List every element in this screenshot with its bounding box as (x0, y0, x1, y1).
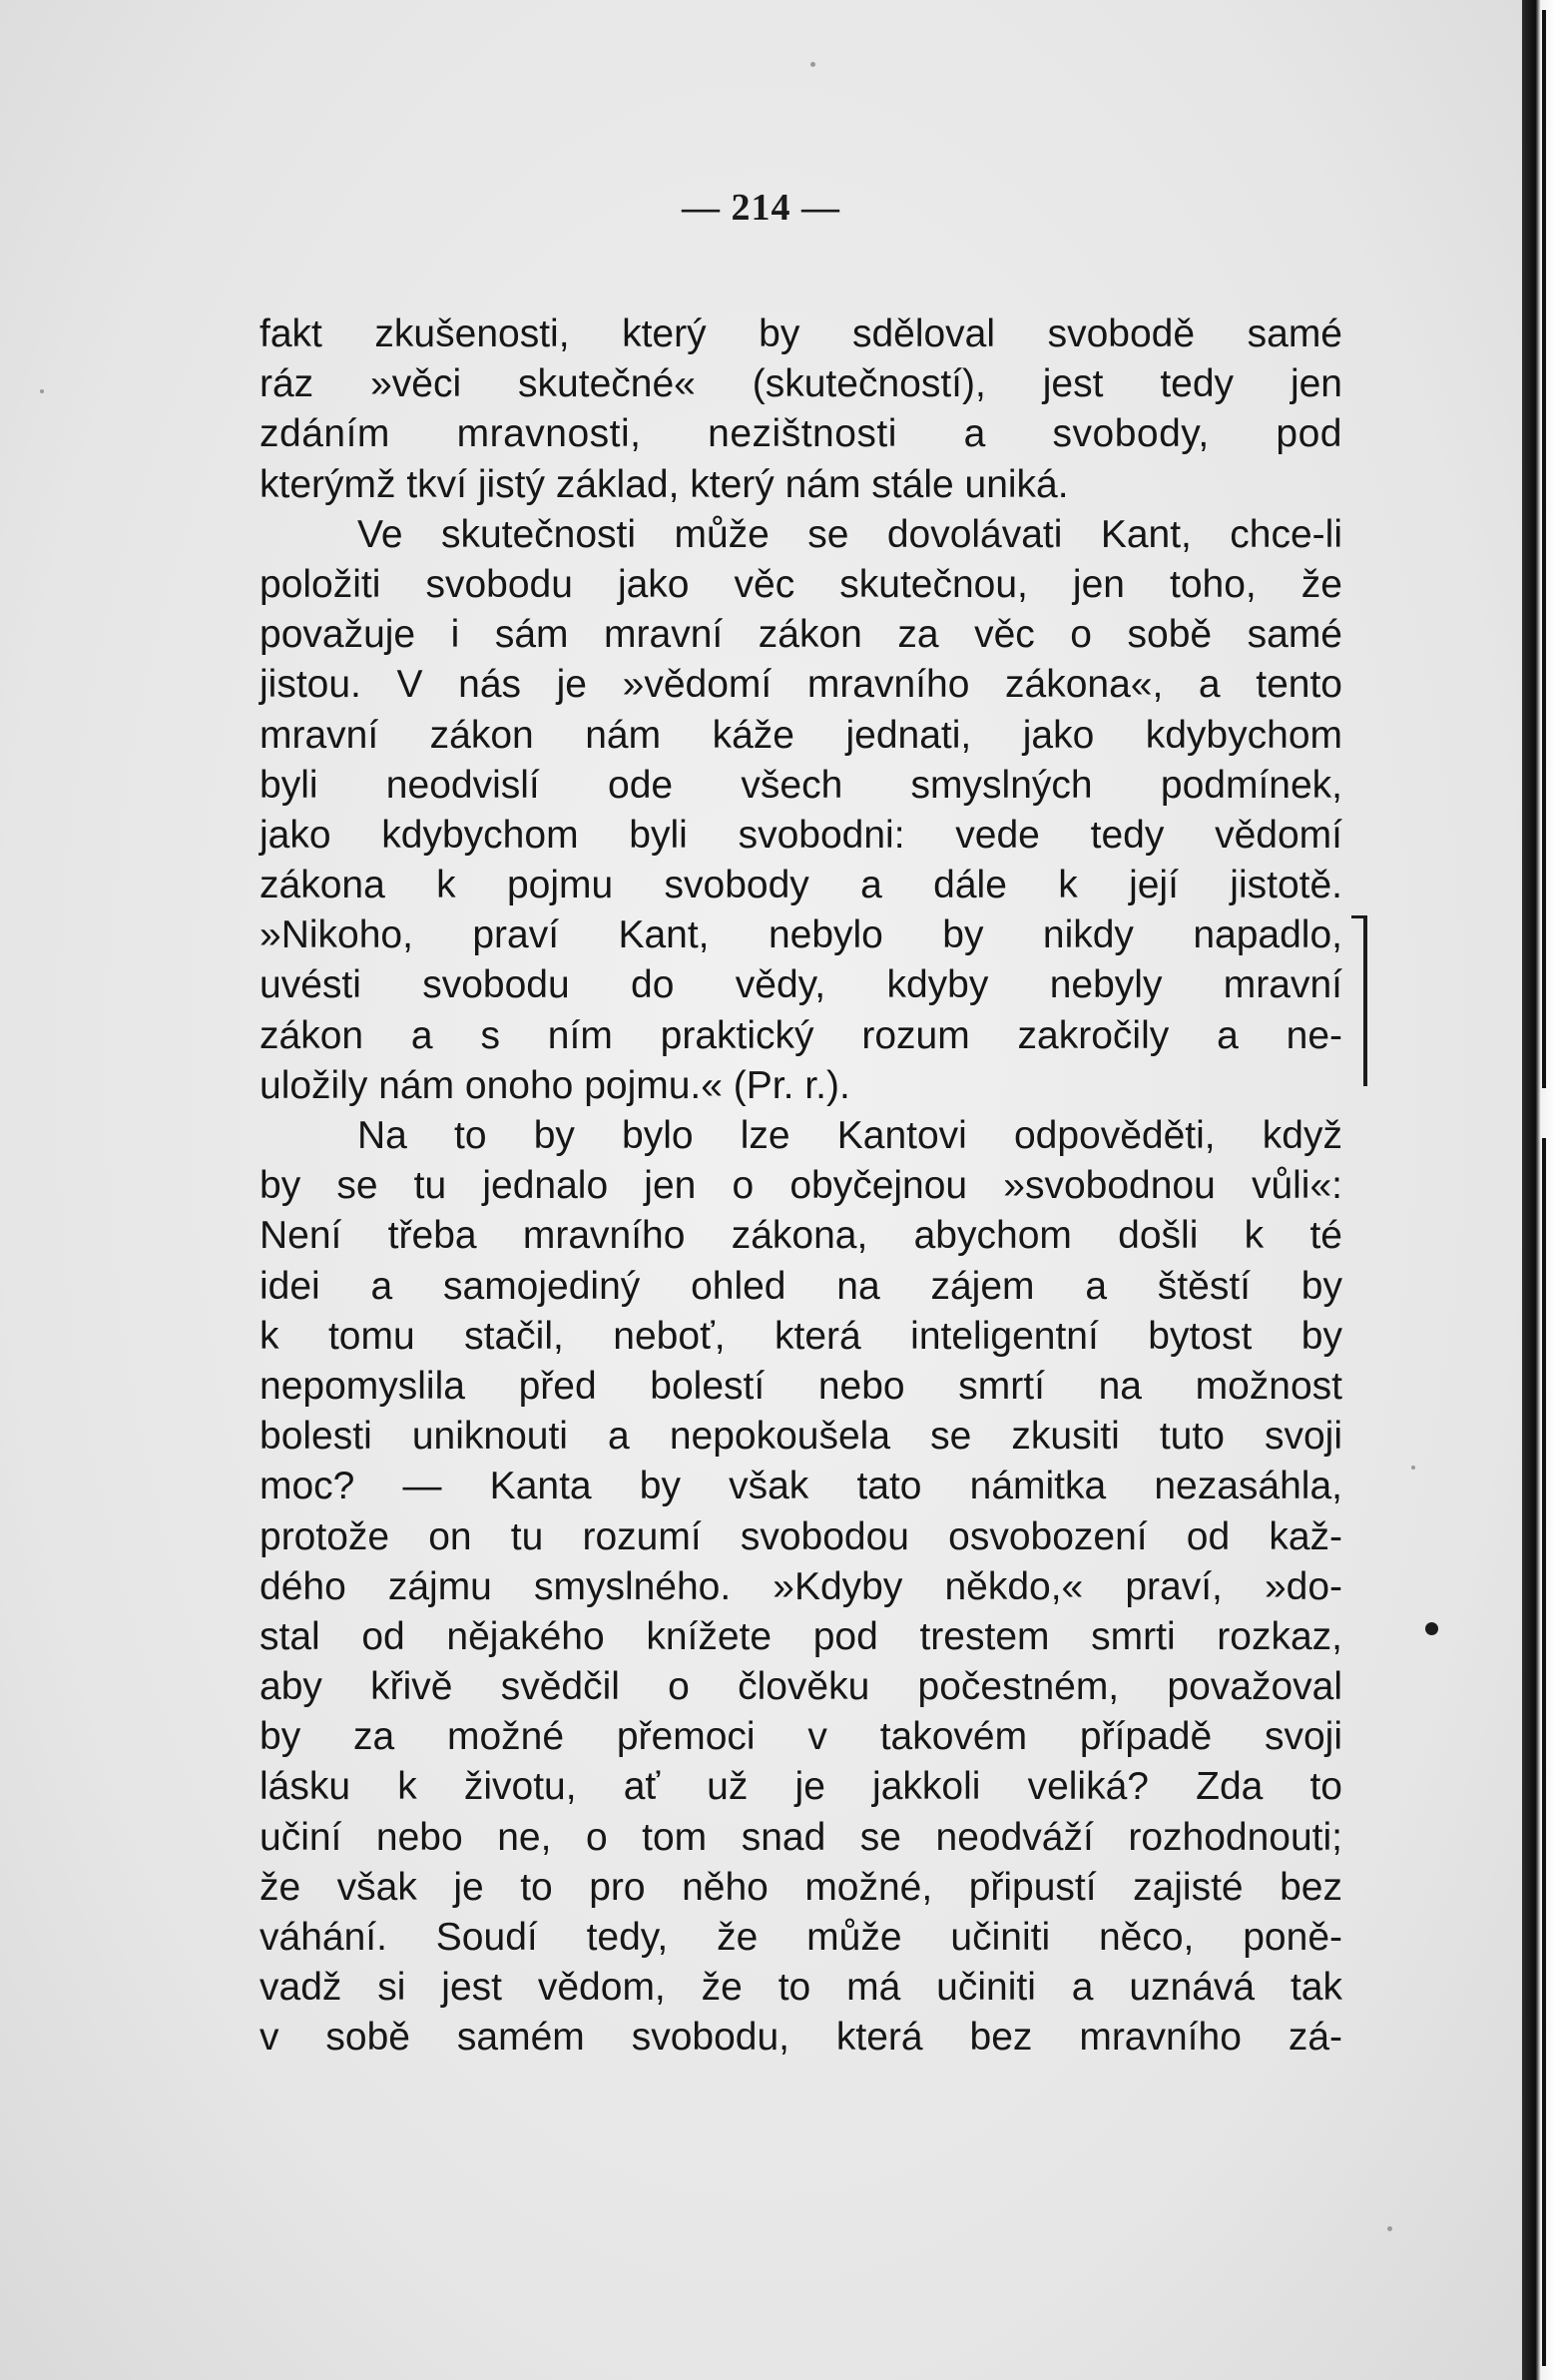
text-line: stal od nějakého knížete pod trestem smrti rozkaz, (259, 1614, 1342, 1658)
page-edge-line (1542, 1138, 1546, 2366)
text-line: byli neodvislí ode všech smyslných podmínek, (259, 763, 1342, 807)
text-line: Ve skutečnosti může se dovolávati Kant, chce-li (357, 512, 1342, 556)
paper-speck (1387, 2226, 1392, 2231)
text-line: fakt zkušenosti, který by sděloval svobodě samé (259, 312, 1342, 355)
paper-speck (40, 389, 44, 393)
text-line: k tomu stačil, neboť, která inteligentní bytost by (259, 1314, 1342, 1358)
body-text (259, 309, 1342, 2064)
text-line: vadž si jest vědom, že to má učiniti a uznává tak (259, 1966, 1342, 2010)
text-line: učiní nebo ne, o tom snad se neodváží rozhodnouti; (259, 1815, 1342, 1859)
text-line: jistou. V nás je »vědomí mravního zákona«, a tento (259, 663, 1342, 707)
text-line: protože on tu rozumí svobodou osvobození od kaž- (259, 1514, 1342, 1558)
text-line: nepomyslila před bolestí nebo smrtí na možnost (259, 1364, 1342, 1408)
text-line: »Nikoho, praví Kant, nebylo by nikdy napadlo, (259, 913, 1342, 957)
page-edge-line (1542, 10, 1546, 1088)
text-line: dého zájmu smyslného. »Kdyby někdo,« praví, »do- (259, 1564, 1342, 1608)
text-line: Není třeba mravního zákona, abychom došli k té (259, 1214, 1342, 1258)
text-line: v sobě samém svobodu, která bez mravního zá- (259, 2016, 1342, 2060)
text-line: uvésti svobodu do vědy, kdyby nebyly mravní (259, 963, 1342, 1007)
margin-bracket-mark (1351, 915, 1367, 1086)
text-line: zákon a s ním praktický rozum zakročily a ne- (259, 1013, 1342, 1057)
text-line: uložily nám onoho pojmu.« (Pr. r.). (259, 1063, 850, 1107)
text-line: ráz »věci skutečné« (skutečností), jest tedy jen (259, 362, 1342, 406)
paper-speck (1411, 1466, 1415, 1470)
text-line: považuje i sám mravní zákon za věc o sobě samé (259, 613, 1342, 657)
text-line: zdáním mravnosti, nezištnosti a svobody, pod (259, 412, 1342, 456)
page-edge-shadow (1522, 0, 1556, 2380)
text-line: by za možné přemoci v takovém případě svoji (259, 1715, 1342, 1759)
text-line: bolesti uniknouti a nepokoušela se zkusiti tuto svoji (259, 1415, 1342, 1459)
text-line: že však je to pro něho možné, připustí zajisté bez (259, 1865, 1342, 1909)
text-line: položiti svobodu jako věc skutečnou, jen toho, že (259, 562, 1342, 606)
text-line: by se tu jednalo jen o obyčejnou »svobodnou vůli«: (259, 1164, 1342, 1208)
paper-speck (810, 62, 815, 67)
text-line: idei a samojediný ohled na zájem a štěstí by (259, 1264, 1342, 1308)
page-number: — 214 — (682, 187, 840, 229)
text-line: Na to by bylo lze Kantovi odpověděti, když (357, 1114, 1342, 1157)
text-line: lásku k životu, ať už je jakkoli veliká? Zda to (259, 1765, 1342, 1809)
text-line: kterýmž tkví jistý základ, který nám stále uniká. (259, 462, 1069, 506)
text-line: aby křivě svědčil o člověku počestném, považoval (259, 1665, 1342, 1709)
text-line: váhání. Soudí tedy, že může učiniti něco, poně- (259, 1916, 1342, 1959)
text-line: moc? — Kanta by však tato námitka nezasáhla, (259, 1465, 1342, 1508)
margin-dot-mark (1425, 1622, 1438, 1635)
text-line: zákona k pojmu svobody a dále k její jistotě. (259, 864, 1342, 907)
text-line: jako kdybychom byli svobodni: vede tedy vědomí (259, 813, 1342, 857)
text-line: mravní zákon nám káže jednati, jako kdybychom (259, 713, 1342, 757)
